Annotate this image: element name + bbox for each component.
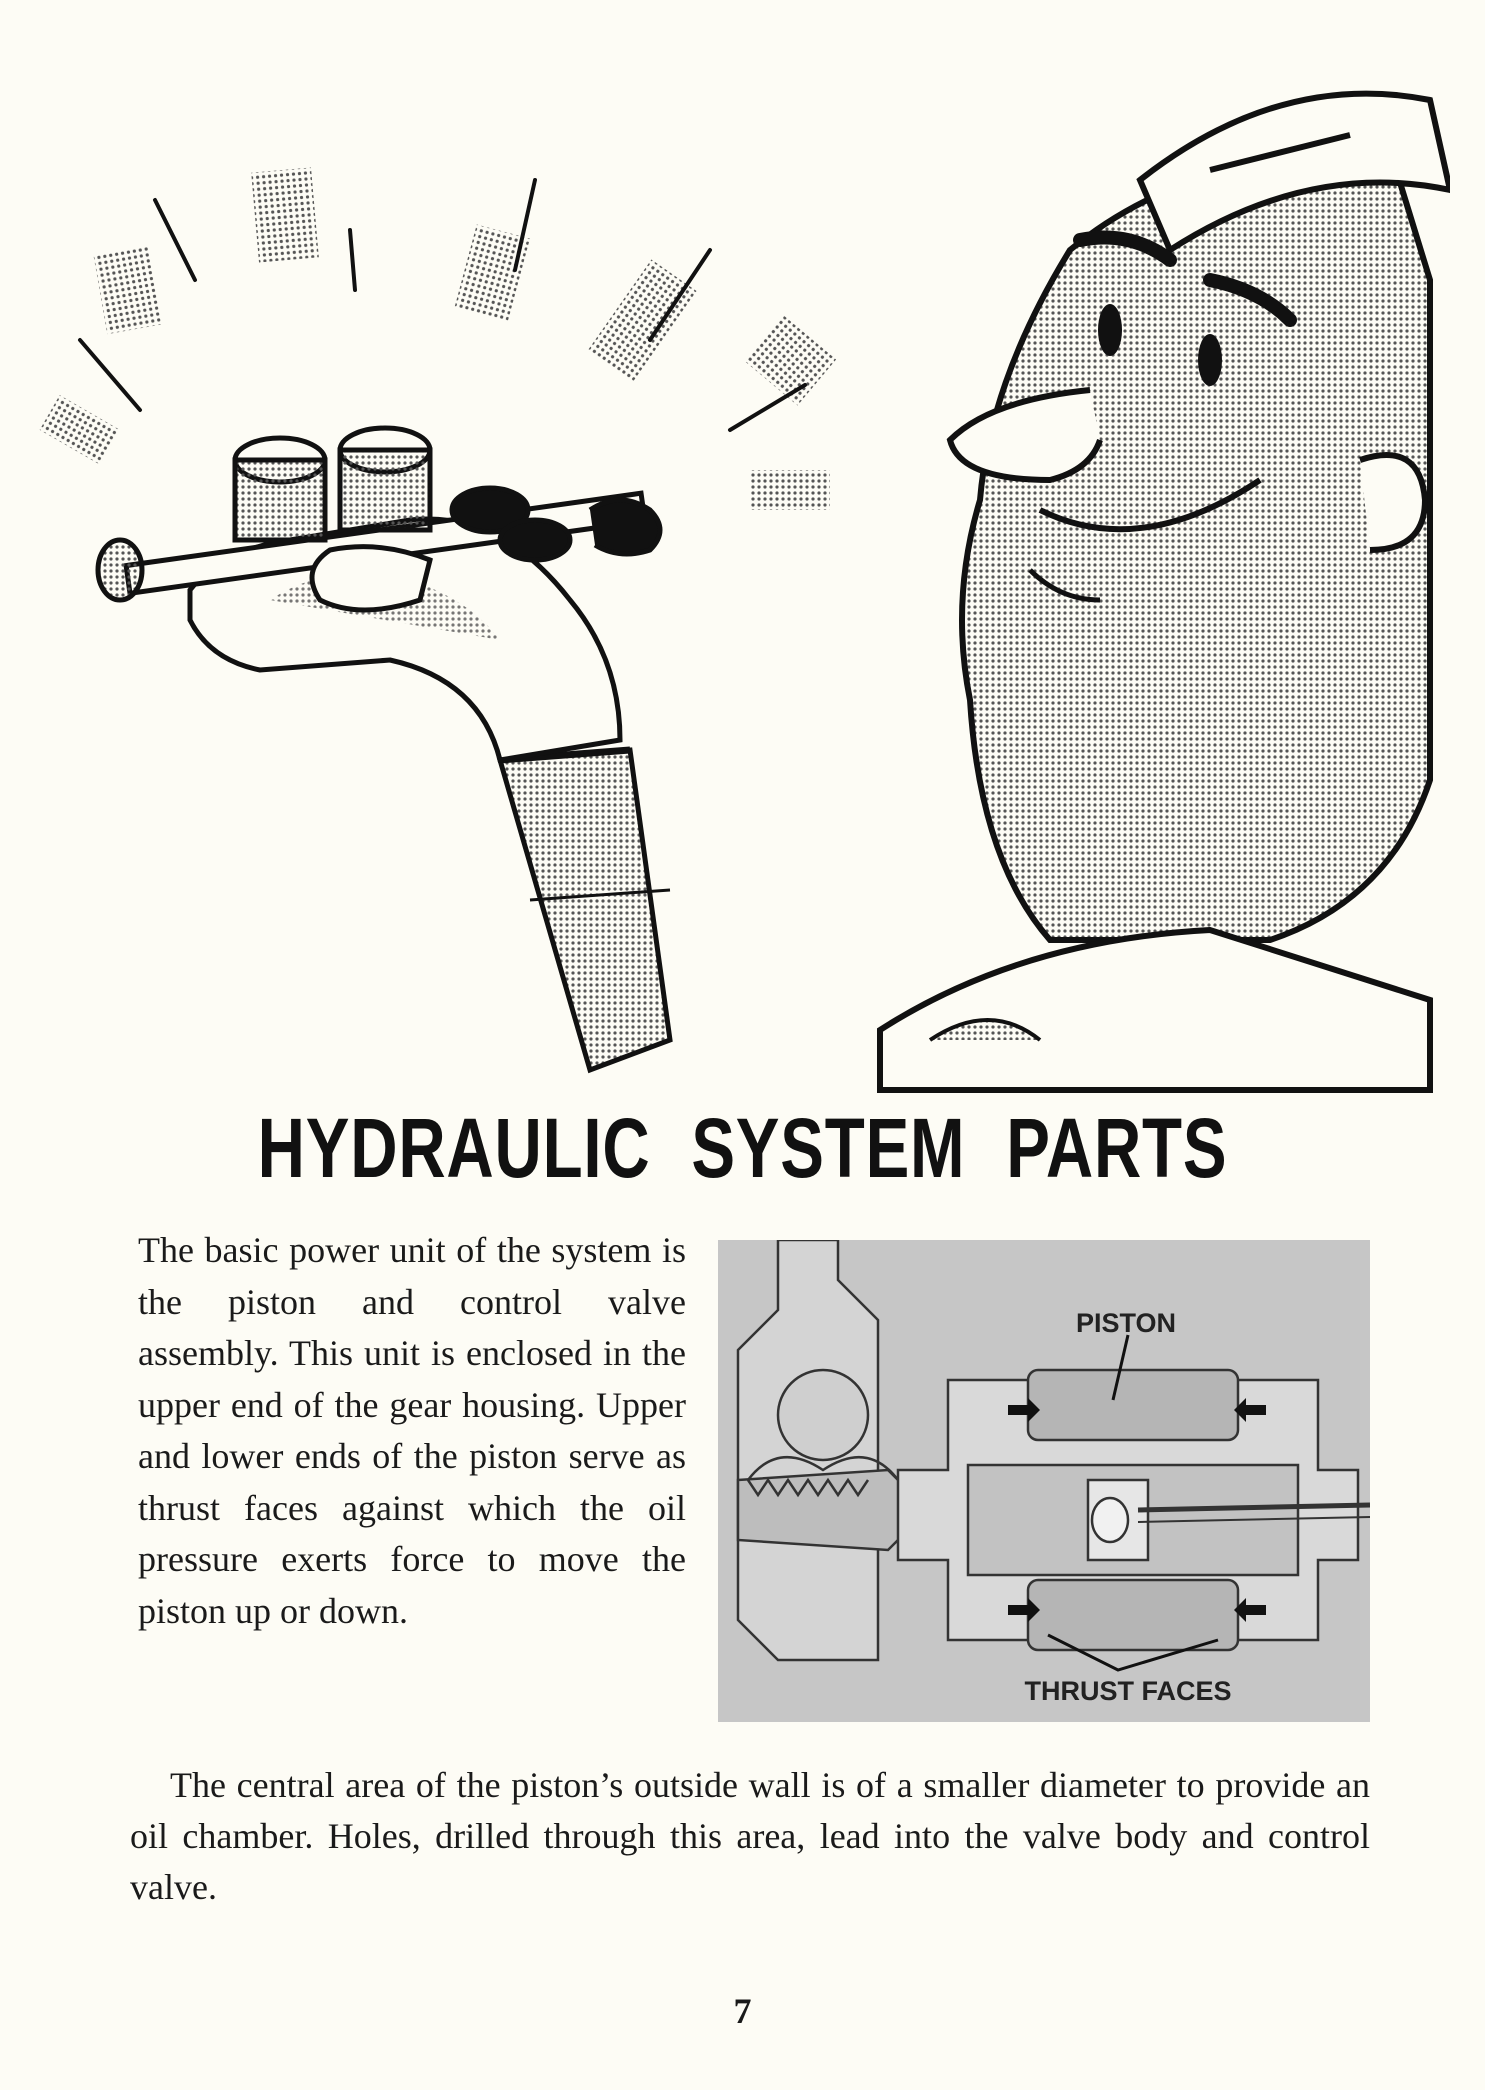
intro-paragraph: The basic power unit of the system is the piston and control valve assembly. This unit is enclosed in the upper end of the gear housing. Upper and lower ends of the piston serve as thrust faces against which the oil pressure exerts force to move the piston up or down. xyxy=(138,1230,686,1631)
page-title: HYDRAULIC SYSTEM PARTS xyxy=(257,1101,1228,1195)
page-number: 7 xyxy=(733,1991,752,2031)
piston-cross-section xyxy=(718,1240,1370,1722)
glow-marks xyxy=(40,168,836,510)
body-paragraph: The central area of the piston’s outside wall is of a smaller diameter to provide an oil chamber. Holes, drilled through this area, lead into the valve body and control valve. xyxy=(130,1765,1370,1907)
mechanic-cartoon-illustration xyxy=(30,40,1450,1100)
thrust-faces-label: THRUST FACES xyxy=(1024,1676,1232,1706)
piston-label: PISTON xyxy=(1075,1308,1177,1338)
piston-diagram-figure xyxy=(718,1240,1370,1722)
